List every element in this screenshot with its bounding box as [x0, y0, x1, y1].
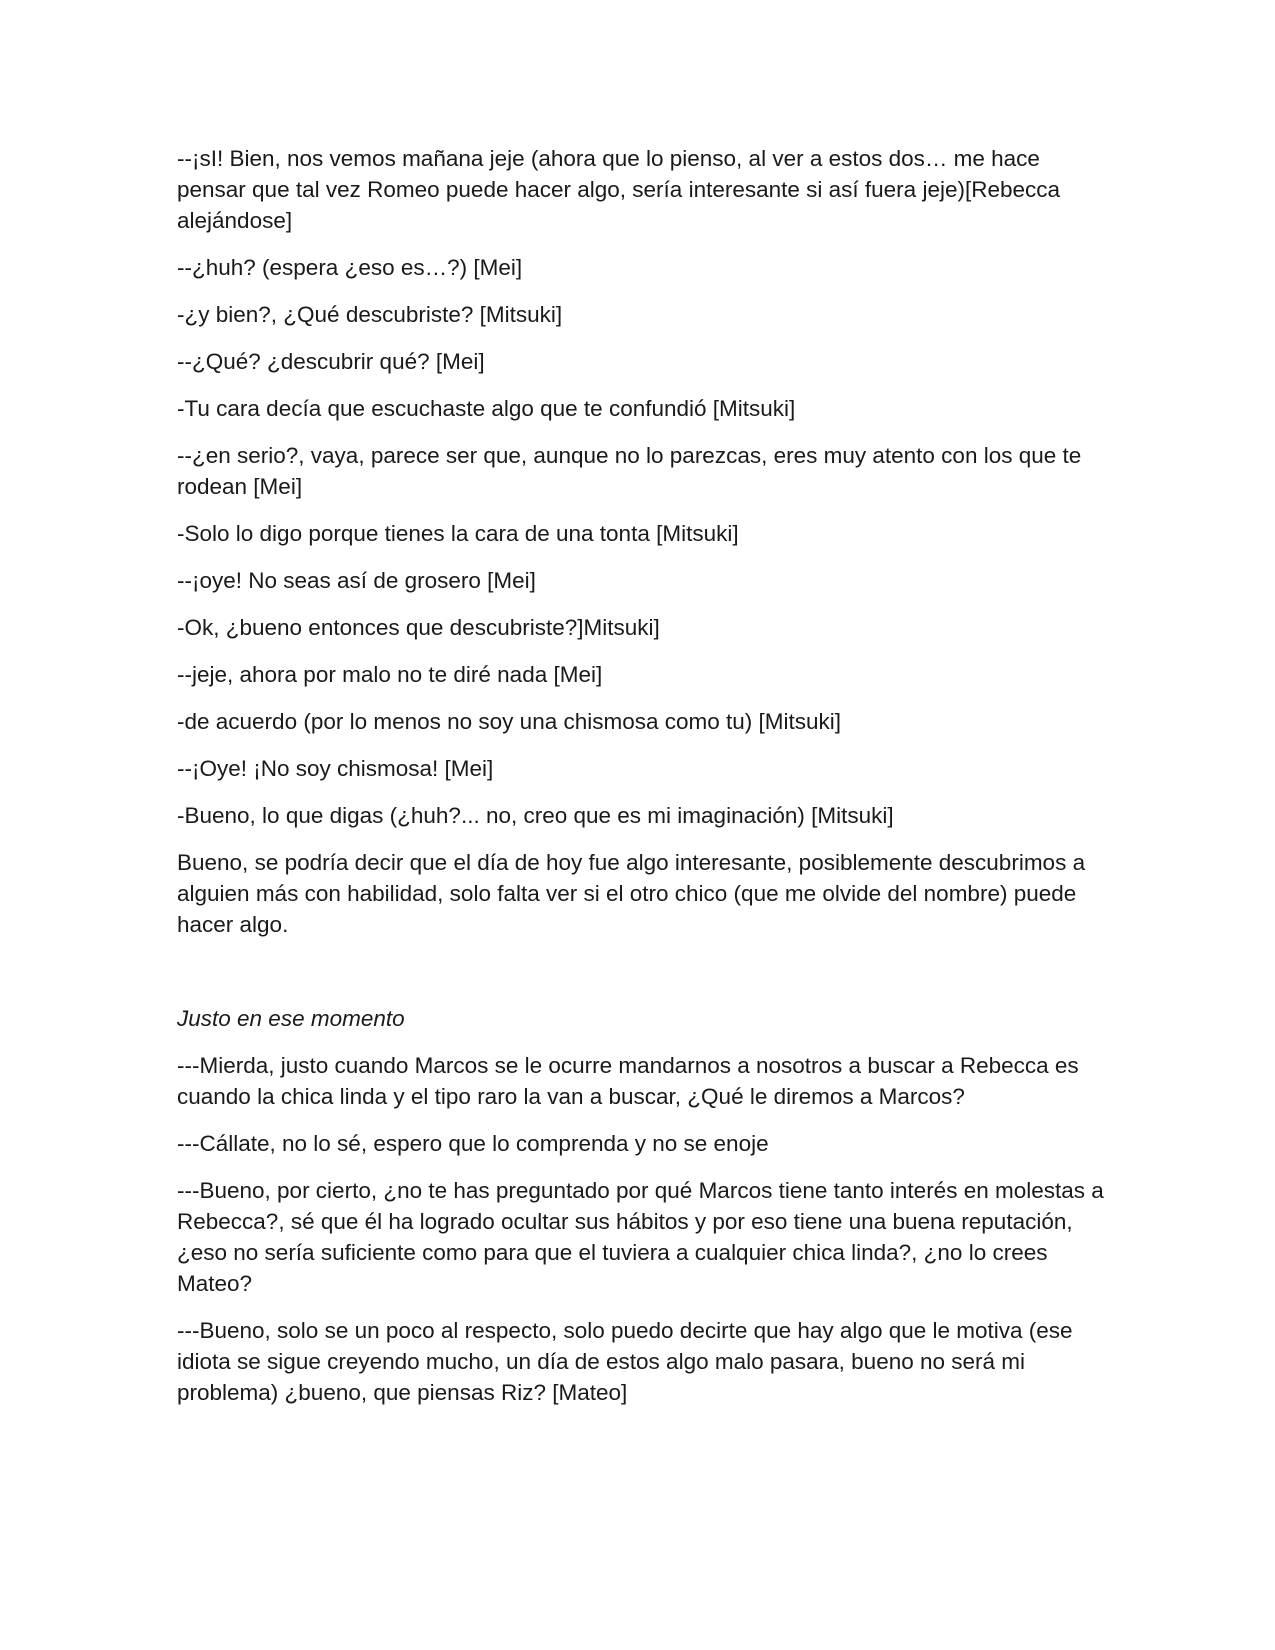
narration-paragraph: Bueno, se podría decir que el día de hoy fue algo interesante, posiblemente descubrimos a alguien más con habilidad, solo falta ver si el otro chico (que me olvide del nombre) puede hacer algo. [177, 850, 1086, 937]
dialogue-line: --¡oye! No seas así de grosero [Mei] [177, 568, 536, 593]
dialogue-line: --¡Oye! ¡No soy chismosa! [Mei] [177, 756, 494, 781]
section-spacer [177, 956, 1112, 1003]
dialogue-line: --¡sI! Bien, nos vemos mañana jeje (ahora que lo pienso, al ver a estos dos… me hace pensar que tal vez Romeo puede hacer algo, sería interesante si así fuera jeje)[Rebecca alejándose] [177, 146, 1061, 233]
dialogue-line: -Bueno, lo que digas (¿huh?... no, creo que es mi imaginación) [Mitsuki] [177, 803, 894, 828]
dialogue-line: -¿y bien?, ¿Qué descubriste? [Mitsuki] [177, 302, 563, 327]
dialogue-line: ---Bueno, por cierto, ¿no te has preguntado por qué Marcos tiene tanto interés en molestas a Rebecca?, sé que él ha logrado ocultar sus hábitos y por eso tiene una buena reputación, ¿eso no sería suficiente como para que el tuviera a cualquier chica linda?, ¿no lo crees Mateo? [177, 1178, 1104, 1296]
dialogue-line: ---Mierda, justo cuando Marcos se le ocurre mandarnos a nosotros a buscar a Rebecca es cuando la chica linda y el tipo raro la van a buscar, ¿Qué le diremos a Marcos? [177, 1053, 1079, 1109]
dialogue-line: ---Cállate, no lo sé, espero que lo comprenda y no se enoje [177, 1131, 769, 1156]
dialogue-line: --¿en serio?, vaya, parece ser que, aunque no lo parezcas, eres muy atento con los que te rodean [Mei] [177, 443, 1082, 499]
dialogue-line: ---Bueno, solo se un poco al respecto, solo puedo decirte que hay algo que le motiva (ese idiota se sigue creyendo mucho, un día de estos algo malo pasara, bueno no será mi problema) ¿bueno, que piensas Riz? [Mateo] [177, 1318, 1073, 1405]
dialogue-line: -de acuerdo (por lo menos no soy una chismosa como tu) [Mitsuki] [177, 709, 842, 734]
dialogue-line: -Solo lo digo porque tienes la cara de una tonta [Mitsuki] [177, 521, 739, 546]
dialogue-line: --jeje, ahora por malo no te diré nada [Mei] [177, 662, 603, 687]
dialogue-line: -Ok, ¿bueno entonces que descubriste?]Mitsuki] [177, 615, 660, 640]
document-body [177, 143, 1112, 1424]
scene-heading: Justo en ese momento [177, 1006, 405, 1031]
dialogue-line: --¿Qué? ¿descubrir qué? [Mei] [177, 349, 485, 374]
dialogue-line: --¿huh? (espera ¿eso es…?) [Mei] [177, 255, 523, 280]
dialogue-line: -Tu cara decía que escuchaste algo que te confundió [Mitsuki] [177, 396, 796, 421]
